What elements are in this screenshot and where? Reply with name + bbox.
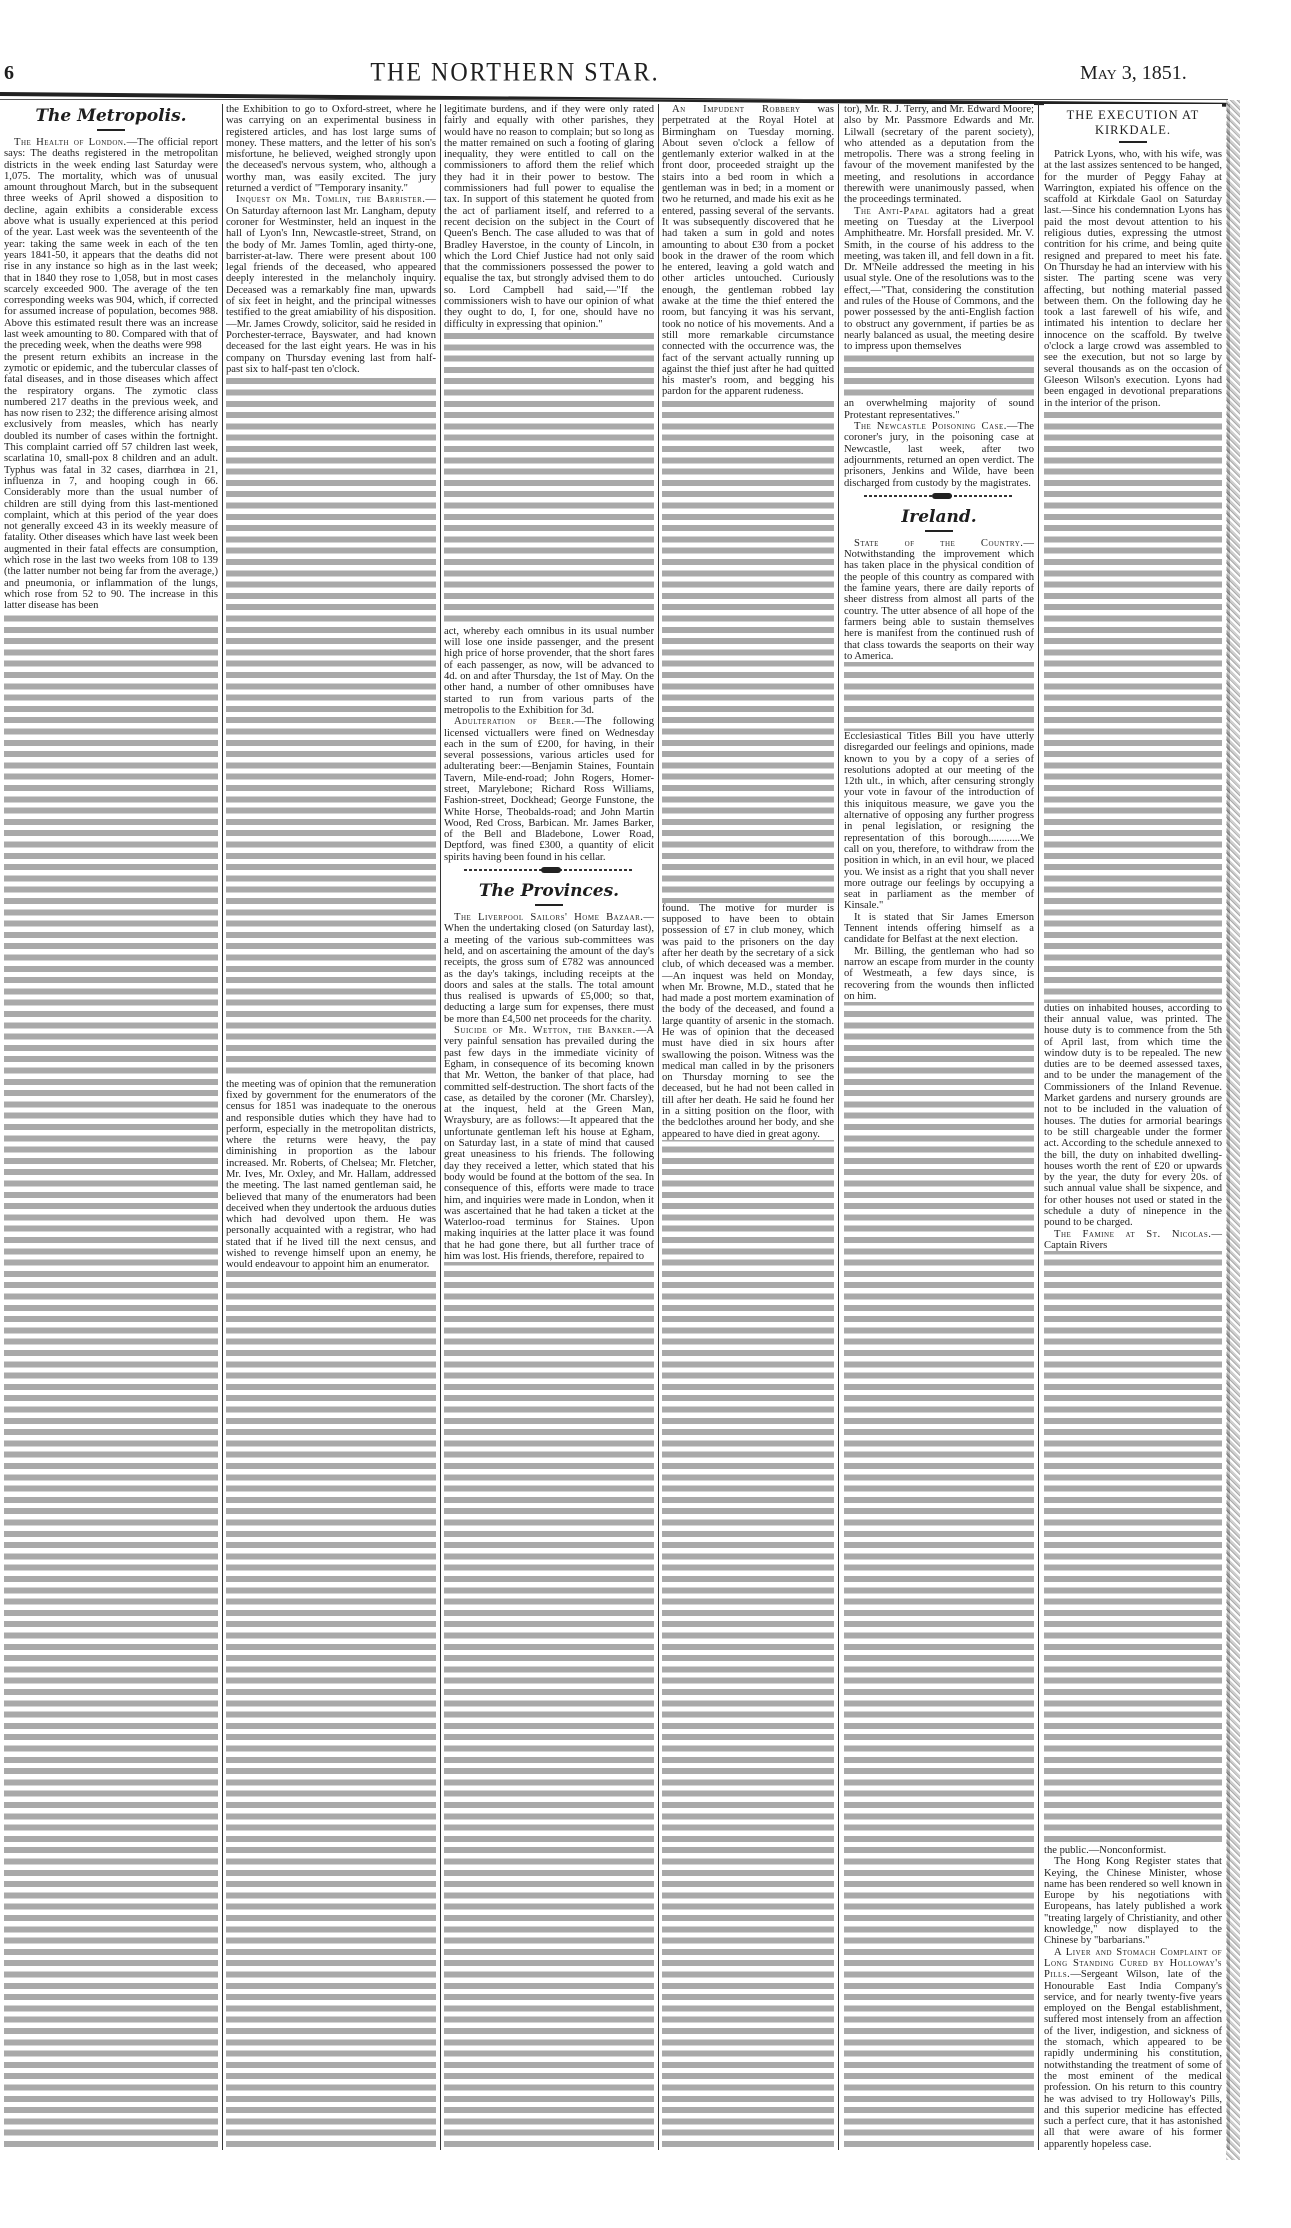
article-impudent-robbery <box>662 104 834 398</box>
article-lead: An Impudent Robbery <box>672 104 801 115</box>
article-famine-st-nicolas <box>1044 1229 1222 1252</box>
metropolis-section <box>4 104 218 611</box>
print-texture <box>844 353 1034 399</box>
article-lead: A Liver and Stomach Complaint of Long Standing Cured by Holloway's Pills. <box>1044 1946 1222 1981</box>
article-execution: Patrick Lyons, who, with his wife, was at the last assizes sentenced to be hanged, for the murder of Peggy Fahay at Warrington, expiated his offence on the scaffold at Kirkdale Gaol on Saturday last.—Since his condemnation Lyons has paid the most devout attention to his religious duties, expressing the utmost contrition for his crime, and being quite resigned and prepared to meet his fate. On Thursday he had an interview with his sister. The parting scene was very affecting, but nothing material passed between them. On the following day he took a last farewell of his wife, and intimated his intention to declare her innocence on the scaffold. By twelve o'clock a large crowd was assembled to see the execution, but not so large by several thousands as on the occasion of Gleeson Wilson's execution. Lyons had been engaged in devotional preparations in the interior of the prison. <box>1044 149 1222 409</box>
column-2 <box>226 104 436 2150</box>
article-holloways-pills <box>1044 1947 1222 2150</box>
article-text: tor), Mr. R. J. Terry, and Mr. Edward Moore; also by Mr. Passmore Edwards and Mr. Lilwall (secretary of the parent society), who attended as a deputation from the metropolis. There was a strong feeling in favour of the movement manifested by the meeting, and resolutions in accordance therewith were unanimously passed, when the proceedings terminated. <box>844 104 1034 206</box>
heading-dash <box>535 904 563 906</box>
page-number: 6 <box>4 62 14 84</box>
article-text: —The coroner's jury, in the poisoning case at Newcastle, last week, after two adjournments, returned an open verdict. The prisoners, Jenkins and Wilde, have been discharged from custody by the magistrates. <box>844 421 1034 489</box>
article-text: —A very painful sensation has prevailed during the past few days in the immediate vicinity of Egham, in consequence of its becoming known that Mr. Wetton, the banker of that place, had committed self-destruction. The short facts of the case, as detailed by the coroner (Mr. Charsley), at the inquest, held at the Green Man, Wraysbury, are as follows:—It appeared that the unfortunate gentleman left his house at Egham, on Saturday last, in a state of mind that caused great uneasiness to his friends. The following day they received a letter, which stated that his body would be found at the bottom of the sea. In consequence of this, efforts were made to trace him, and inquiries were made in London, when it was ascertained that he had taken a ticket at the Waterloo-road terminus for Staines. Upon making inquiries at the latter place it was found that he had gone there, but all further trace of him was lost. His friends, therefore, repaired to <box>444 1025 654 1262</box>
article-text: It is stated that Sir James Emerson Tennent intends offering himself as a candidate for Belfast at the next election. <box>844 911 1034 946</box>
section-divider <box>864 495 1014 497</box>
article-text: —On Saturday afternoon last Mr. Langham, deputy coroner for Westminster, held an inquest in the hall of Lyon's Inn, Newcastle-street, Strand, on the body of Mr. James Tomlin, aged thirty-one, barrister-at-law. There were present about 100 legal friends of the deceased, who appeared deeply interested in the melancholy inquiry. Deceased was a remarkably fine man, upwards of six feet in height, and the principal witnesses testified to the great amiability of his disposition.—Mr. James Crowdy, solicitor, said he resided in Porchester-terrace, Bayswater, and had known deceased for the last eight years. He was in his company on Thursday evening last from half-past six to half-past ten o'clock. <box>226 194 436 375</box>
print-texture <box>844 1002 1034 2150</box>
article-block <box>1044 104 1222 409</box>
article-tomlin-inquest <box>226 194 436 375</box>
print-texture <box>226 1271 436 2150</box>
section-heading-metropolis: The Metropolis. <box>35 106 187 126</box>
article-block <box>662 903 834 1140</box>
issue-date: May 3, 1851. <box>1080 62 1187 84</box>
article-lead: The Health of London. <box>14 137 127 148</box>
article-block <box>1044 1003 1222 1252</box>
article-text: the public.—Nonconformist. <box>1044 1844 1167 1856</box>
article-lead: The Anti-Papal <box>854 205 930 217</box>
article-block <box>444 104 654 330</box>
article-lead: The Liverpool Sailors' Home Bazaar. <box>454 912 644 924</box>
print-texture <box>4 611 218 2150</box>
article-keying: The Hong Kong Register states that Keying, the Chinese Minister, whose name has been rendered so well known in Europe by his negotiations with Europeans, has lately published a work "treating largely of Christianity, and other knowledge," now displayed to the Chinese by "barbarians." <box>1044 1856 1222 1947</box>
article-block <box>844 731 1034 1002</box>
column-4 <box>662 104 834 2150</box>
heading-execution-kirkdale: THE EXECUTION AT KIRKDALE. <box>1066 108 1200 137</box>
print-texture <box>844 662 1034 731</box>
article-lead: Adulteration of Beer. <box>454 716 575 728</box>
newspaper-title: THE NORTHERN STAR. <box>370 58 660 88</box>
article-poisoning-inquest: found. The motive for murder is supposed to have been to obtain possession of £7 in club money, which was paid to the prisoners on the day after her death by the secretary of a sick club, of which deceased was a member.—An inquest was held on Monday, when Mr. Browne, M.D., stated that he had made a post mortem examination of the body of the deceased, and found a large quantity of arsenic in the stomach. He was of opinion that the deceased must have died in six hours after swallowing the poison. Witness was the medical man called in by the prisoners on Thursday morning to see the deceased, but he had not been called in till after her death. He said he found her in a sitting position on the floor, with the bedclothes around her body, and she appeared to have died in great agony. <box>662 902 834 1140</box>
heading-dash <box>1119 141 1147 143</box>
article-lead: Inquest on Mr. Tomlin, the Barrister. <box>236 194 426 206</box>
article-block <box>444 626 654 1262</box>
article-health-of-london <box>4 137 218 352</box>
article-house-duty: duties on inhabited houses, according to their annual value, was printed. The house duty is to commence from the 5th of April last, from which time the window duty is to be repealed. The new duties are to be deemed assessed taxes, and to be under the management of the Commissioners of the Inland Revenue. Market gardens and nursery grounds are not to be included in the valuation of houses. The duties for armorial bearings to be still chargeable under the former act. According to the schedule annexed to the bill, the duty on inhabited dwelling-houses worth the rent of £20 or upwards by the year, the duty for every 20s. of such annual value shall be sixpence, and for other houses not used or stated in the schedule a duty of ninepence in the pound to be charged. <box>1044 1002 1222 1229</box>
article-suicide-wetton <box>444 1025 654 1262</box>
article-census-enumerators: the meeting was of opinion that the remuneration fixed by government for the enumerators of the census for 1851 was inadequate to the onerous and responsible duties which they have had to perform, especially in the metropolitan districts, where the returns were heavy, the pay diminishing in proportion as the labour increased. Mr. Roberts, of Chelsea; Mr. Fletcher, Mr. Ives, Mr. Oxley, and Mr. Hallam, addressed the meeting. The last named gentleman said, he believed that many of the enumerators had been deceived when they undertook the arduous duties which had devolved upon them. He was personally acquainted with a registrar, who had stated that if he lived till the next census, and wished to revenge himself upon an enemy, he would endeavour to appoint him an enumerator. <box>226 1078 436 1271</box>
article-text: was perpetrated at the Royal Hotel at Birmingham on Tuesday morning. About seven o'clock a fellow of gentlemanly exterior walked in at the front door, proceeded straight up the stairs into a bed room in which a gentleman was in bed; in a moment or two he returned, and made his exit as he entered, passing several of the servants. It was subsequently discovered that he had taken a sum in gold and notes amounting to about £30 from a pocket book in the drawer of the room which he entered, leaving a gold watch and other articles untouched. Curiously enough, the gentleman robbed lay awake at the time the thief entered the room, but fancying it was his servant, took no notice of his movements. And a still more remarkable circumstance connected with the occurrence was, the fact of the servant actually running up against the thief just after he had quitted his master's room, and begging his pardon for the apparent rudeness. <box>662 104 834 398</box>
column-3 <box>444 104 654 2150</box>
article-text: —Notwithstanding the improvement which has taken place in the physical condition of the people of this country as compared with the famine years, there are daily reports of sheer distress from almost all parts of the country. The utter absence of all hope of the farmers being able to sustain themselves here is manifest from the continued rush of that class towards the seaports on their way to America. <box>844 537 1034 662</box>
article-sailors-home-bazaar <box>444 912 654 1025</box>
print-texture <box>1044 409 1222 1003</box>
article-text: the present return exhibits an increase in the zymotic or epidemic, and the tubercular classes of fatal diseases, and in those diseases which affect the respiratory organs. The zymotic class numbered 217 deaths in the previous week, and has now risen to 232; the difference arising almost exclusively from measles, which has nearly doubled its number of cases within the fortnight. This complaint carried off 57 children last week, scarlatina 10, small-pox 8 children and an adult. Typhus was fatal in 32 cases, diarrhœa in 21, influenza in 7, and hooping cough in 66. Considerably more than the usual number of children are still dying from this last-mentioned complaint, which at this period of the year does not generally exceed 43 in its weekly measure of fatality. Other diseases which have last week been augmented in their fatal effects are consumption, which rose in the last two weeks from 108 to 139 (the latter number not being far from the average,) and pneumonia, or inflammation of the lungs, which rose from 52 to 90. The increase in this latter disease has been <box>4 351 218 612</box>
column-5 <box>844 104 1034 2150</box>
print-texture <box>662 1140 834 2150</box>
article-lead: Suicide of Mr. Wetton, the Banker. <box>454 1025 636 1037</box>
article-text: —The following licensed victuallers were fined on Wednesday each in the sum of £200, for having, in their several possessions, various articles used for adulterating beer:—Benjamin Staines, Fountain Tavern, Mile-end-road; John Rogers, Homer-street, Marylebone; Richard Ross Williams, Fashion-street, Dockhead; George Funstone, the White Horse, Theobalds-road; and John Martin Wood, Red Cross, Barbican. Mr. James Barker, of the Bell and Bladebone, Lower Road, Deptford, was fined £300, a quantity of elicit spirits having been found in his cellar. <box>444 716 654 863</box>
print-texture <box>226 375 436 1078</box>
article-text: legitimate burdens, and if they were only rated fairly and equally with other parishes, they would have no reason to complain; but so long as the matter remained on such a footing of glaring inequality, they were entitled to call on the commissioners to afford them the relief which they had it in their power to bestow. The commissioners had full power to equalise the tax. In support of this statement he quoted from the act of parliament itself, and referred to a recent decision on the subject in the Court of Queen's Bench. The case alluded to was that of Bradley Haverstoe, in the county of Lincoln, in which the Lord Chief Justice had not only said that the commissioners possessed the power to equalise the tax, but strongly advised them to do so. Lord Campbell had said,—"If the commissioners wish to have our opinion of what they ought to do, I, for one, should have no difficulty in expressing that opinion." <box>444 104 654 330</box>
section-divider <box>464 869 634 871</box>
article-block <box>662 104 834 398</box>
column-1 <box>4 104 218 2150</box>
article-text: —Captain Rivers <box>1044 1228 1222 1251</box>
print-texture <box>1044 1251 1222 1845</box>
column-6 <box>1044 104 1222 2150</box>
article-omnibus-fares: act, whereby each omnibus in its usual number will lose one inside passenger, and the present high price of horse provender, that the short fares of each passenger, as now, will be advanced to 4d. on and after Thursday, the 1st of May. On the other hand, a number of other omnibuses have started to run from various parts of the metropolis to the Exhibition for 3d. <box>444 625 654 716</box>
article-block <box>844 398 1034 662</box>
article-anti-papal-meeting <box>844 206 1034 353</box>
article-block <box>844 104 1034 353</box>
article-adulteration-of-beer <box>444 716 654 863</box>
article-lead: The Famine at St. Nicolas. <box>1054 1228 1212 1240</box>
article-kinsale-letter: Ecclesiastical Titles Bill you have utterly disregarded our feelings and opinions, made known to you by a copy of a series of resolutions adopted at our meeting of the 12th ult., in which, after censuring strongly your vote in favour of the introduction of this iniquitous measure, we gave you the alternative of opposing any further progress in penal legislation, or resigning the representation of this borough............We call on you, therefore, to withdraw from the position in which, in an evil hour, we placed you. We insist as a right that you shall never more outrage our feelings by occupying a seat in parliament as the member of Kinsale." <box>844 730 1034 912</box>
section-heading-provinces: The Provinces. <box>478 881 620 902</box>
heading-dash <box>925 530 953 532</box>
article-lead: State of the Country. <box>854 537 1024 549</box>
article-text: —When the undertaking closed (on Saturday last), a meeting of the various sub-committees was held, and on ascertaining the amount of the day's receipts, the gross sum of £782 was announced as the day's takings, including receipts at the doors and sales at the stalls. The total amount thus realised is upwards of £5,000; so that, deducting a large sum for expenses, there must be more than £4,500 net proceeds for the charity. <box>444 912 654 1025</box>
article-text: Mr. Billing, the gentleman who had so narrow an escape from murder in the county of Westmeath, a few days since, is recovering from the wounds then inflicted on him. <box>844 945 1034 1002</box>
article-text: agitators had a great meeting on Tuesday at the Liverpool Amphitheatre. Mr. Horsfall presided. Mr. V. Smith, in the course of his address to the meeting, was taken ill, and fell down in a fit. Dr. M'Neile addressed the meeting in his usual style. One of the resolutions was to the effect,—"That, considering the constitution and rules of the House of Commons, and the power possessed by the anti-English faction to obstruct any government, if parties be as nearly balanced as usual, the meeting desire to impress upon themselves <box>844 205 1034 353</box>
section-heading-ireland: Ireland. <box>901 506 977 527</box>
article-block <box>226 104 436 375</box>
heading-dash <box>97 129 125 131</box>
article-text: —Sergeant Wilson, late of the Honourable East India Company's service, and for nearly twenty-five years employed on the Bengal establishment, suffered most intensely from an affection of the liver, indigestion, and sickness of the stomach, which appeared to be rapidly undermining his constitution, notwithstanding the treatment of some of the most eminent of the medical profession. On his return to this country he was advised to try Holloway's Pills, and this superior medicine has effected such a perfect cure, that it has astonished all that were aware of his former apparently hopeless case. <box>1044 1969 1222 2150</box>
article-text: —The official report says: The deaths registered in the metropolitan districts in the week ending last Saturday were 1,075. The mortality, which was of unusual amount throughout March, but in the subsequent three weeks of April showed a disposition to decline, again exhibits a considerable excess above what is usually experienced at this period of the year. Last week was the seventeenth of the year: taking the same week in each of the ten years 1841-50, it appears that the deaths did not rise in any instance so high as in the last week; that in 1840 they rose to 1,058, but in most cases scarcely exceeded 900. The average of the ten corresponding weeks was 904, which, if corrected for assumed increase of population, becomes 988. Above this estimated result there was an increase last week amounting to 80. Compared with that of the preceding week, when the deaths were 998 <box>4 137 218 352</box>
article-text: an overwhelming majority of sound Protestant representatives." <box>844 398 1034 421</box>
page-edge-binding <box>1226 100 1240 2160</box>
article-block <box>226 1079 436 1271</box>
article-state-of-country <box>844 538 1034 662</box>
article-newcastle-poisoning <box>844 421 1034 489</box>
article-block <box>1044 1845 1222 2150</box>
print-texture <box>444 330 654 626</box>
article-text: the Exhibition to go to Oxford-street, where he was carrying on an experimental business in registered articles, and has lost large sums of money. These matters, and the letter of his son's misfortune, he believed, weighed strongly upon the deceased's nervous system, who, although a worthy man, was easily excited. The jury returned a verdict of "Temporary insanity." <box>226 104 436 195</box>
article-lead: The Newcastle Poisoning Case. <box>854 421 1007 433</box>
header-rule-thin <box>0 99 1228 100</box>
print-texture <box>444 1262 654 2150</box>
print-texture <box>662 398 834 903</box>
